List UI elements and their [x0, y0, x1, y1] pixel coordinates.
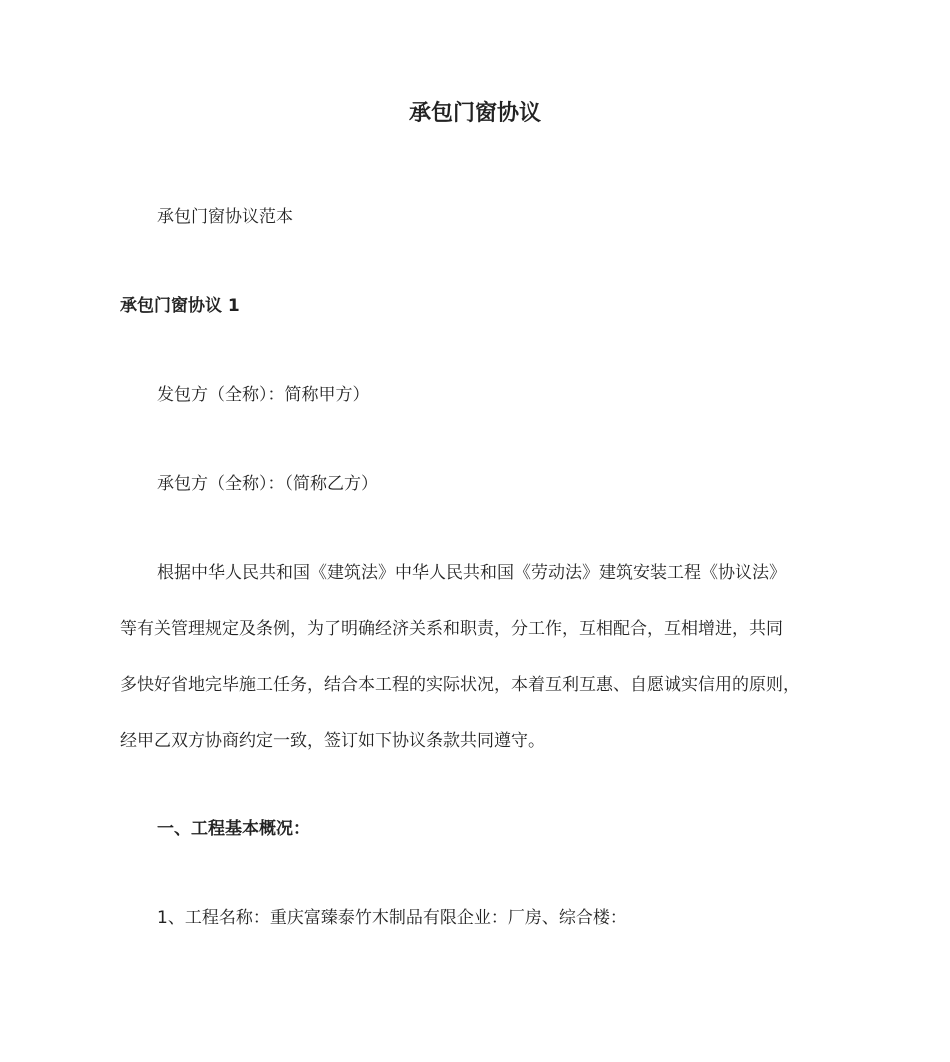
- intro-paragraph-line: 经甲乙双方协商约定一致，签订如下协议条款共同遵守。: [120, 731, 545, 751]
- party-a-line: 发包方（全称）：简称甲方）: [157, 385, 370, 405]
- intro-paragraph-line: 等有关管理规定及条例，为了明确经济关系和职责，分工作，互相配合，互相增进，共同: [120, 619, 783, 639]
- intro-paragraph-line: 根据中华人民共和国《建筑法》中华人民共和国《劳动法》建筑安装工程《协议法》: [157, 563, 786, 583]
- clause-item: 1、工程名称：重庆富臻泰竹木制品有限企业：厂房、综合楼：: [157, 908, 627, 928]
- clause-heading: 一、工程基本概况：: [157, 819, 310, 839]
- intro-paragraph-line: 多快好省地完毕施工任务，结合本工程的实际状况，本着互利互惠、自愿诚实信用的原则，: [120, 675, 800, 695]
- party-b-line: 承包方（全称）：（简称乙方）: [157, 474, 378, 494]
- document-subtitle: 承包门窗协议范本: [157, 207, 293, 227]
- section-heading: 承包门窗协议 1: [120, 296, 240, 316]
- document-title: 承包门窗协议: [408, 101, 541, 126]
